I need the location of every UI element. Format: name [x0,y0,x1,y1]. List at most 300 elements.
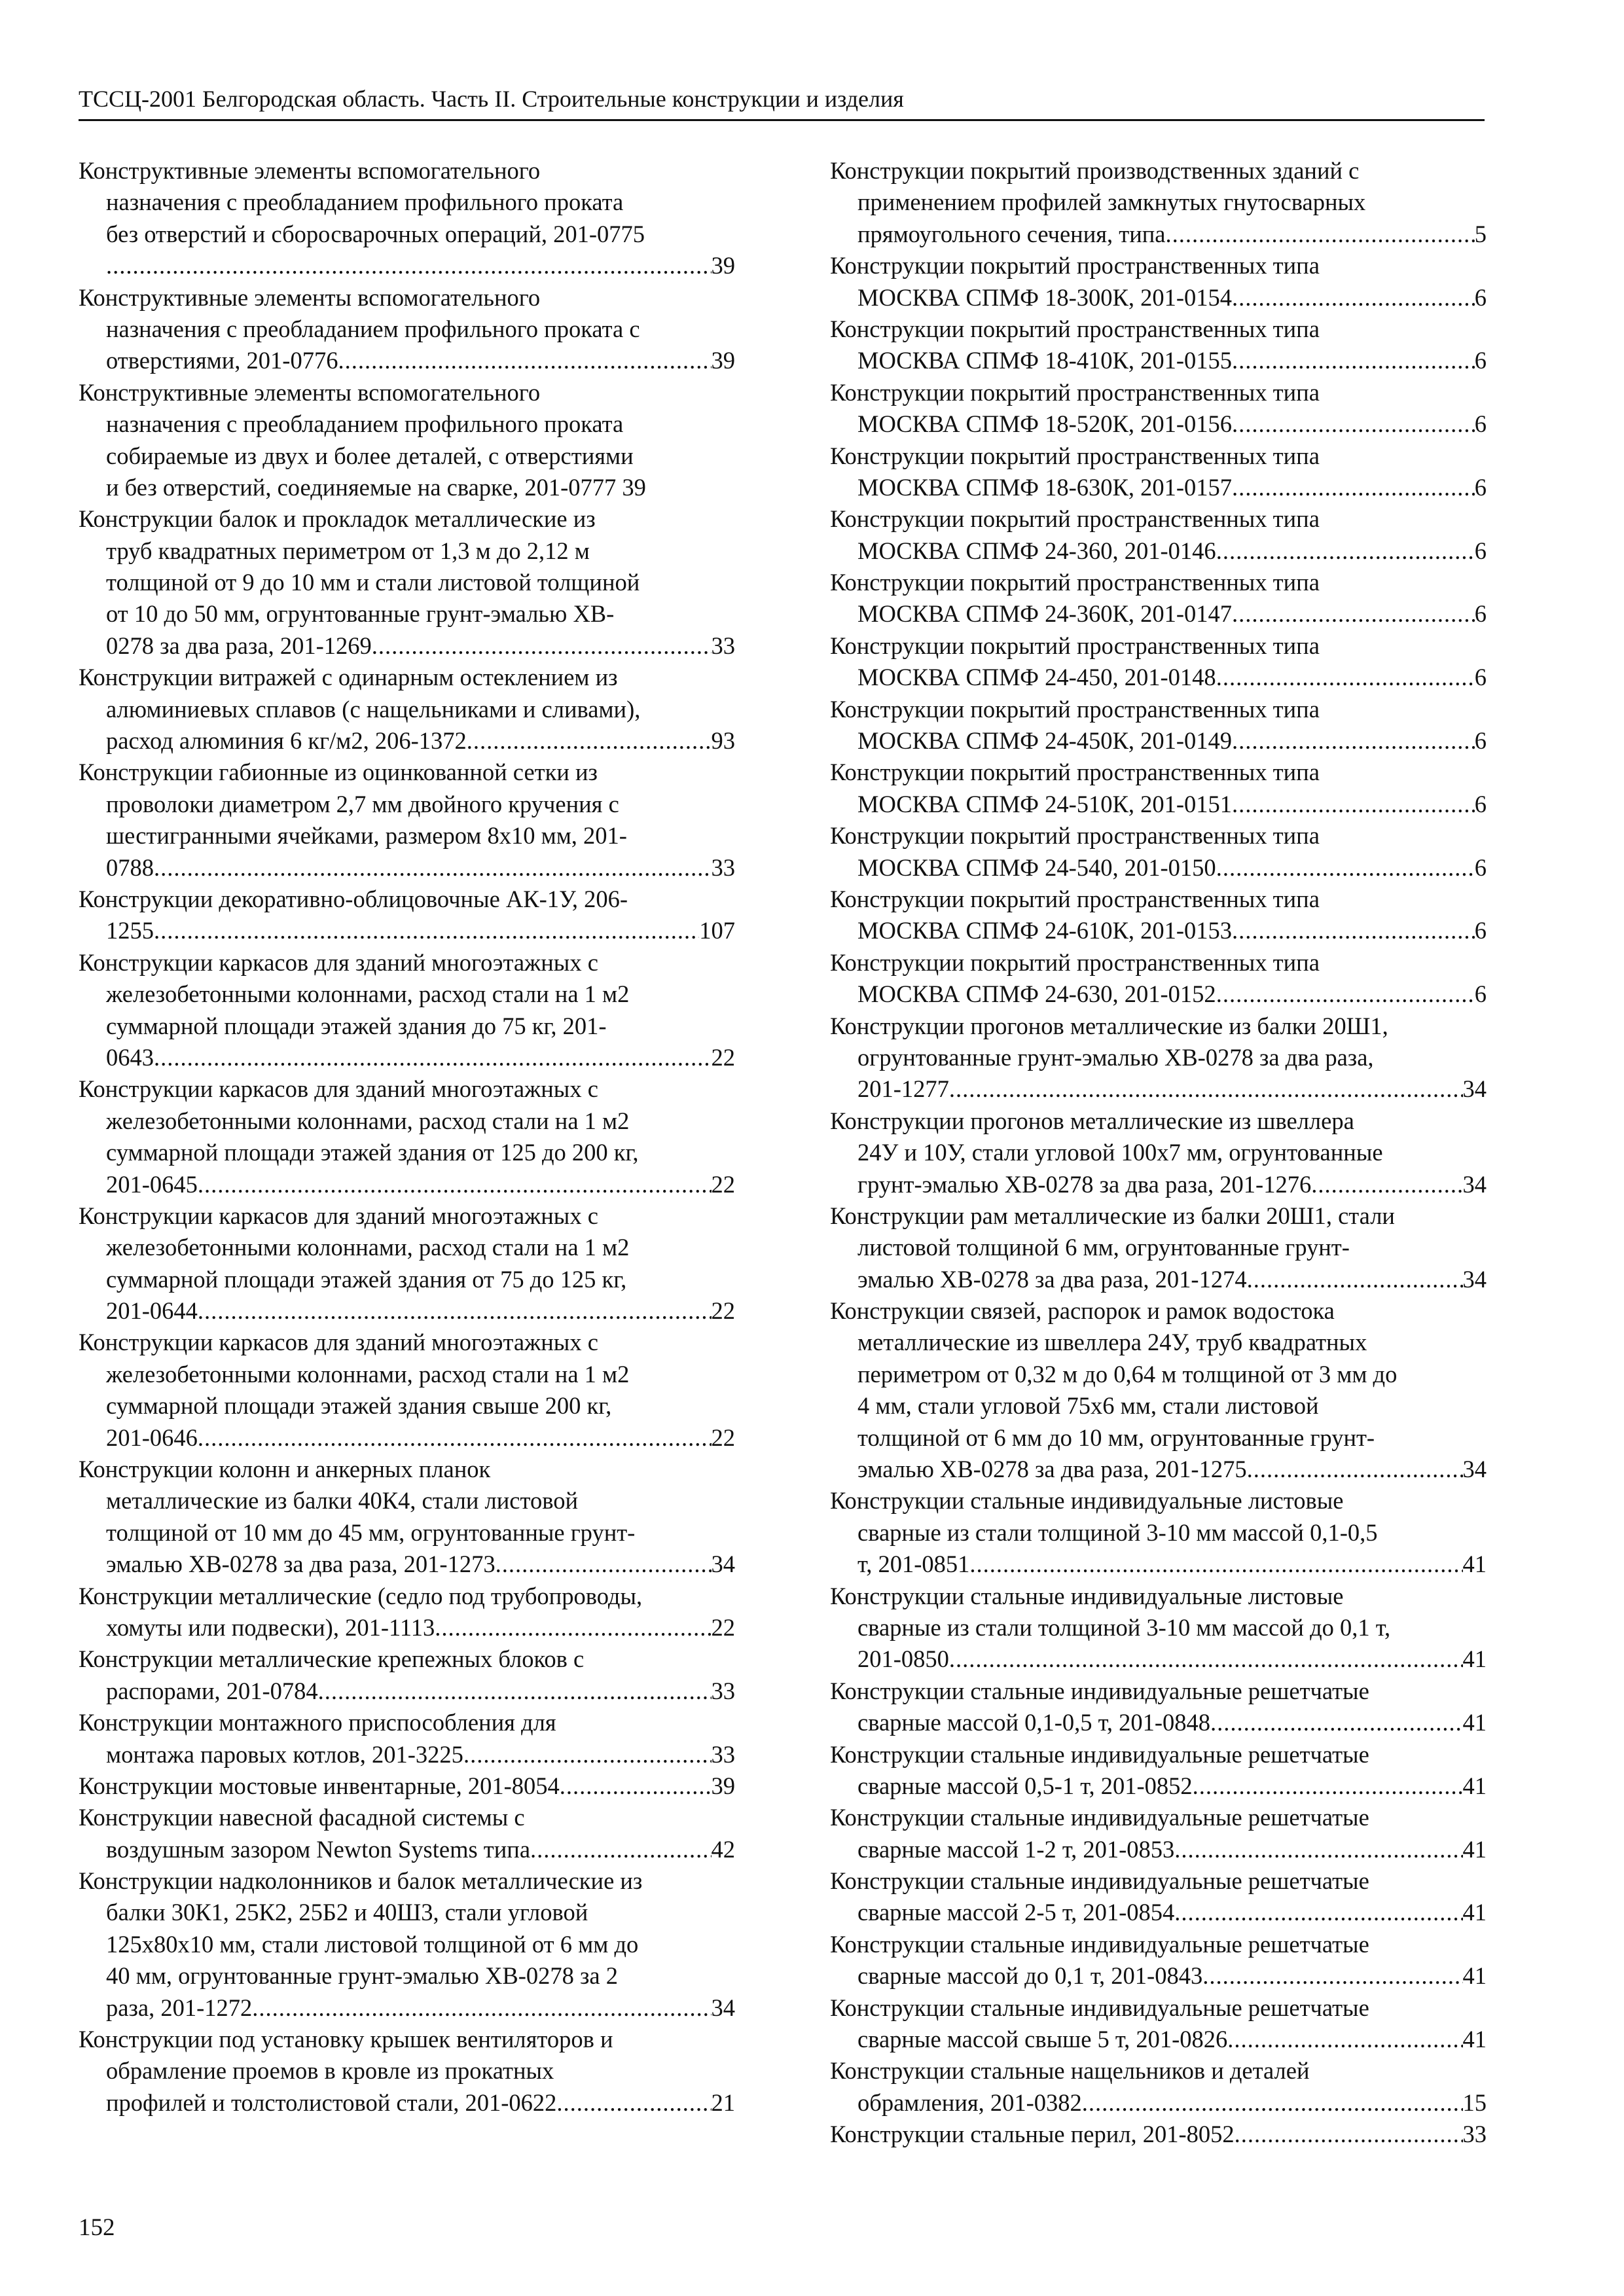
index-entry-text: суммарной площади этажей здания от 75 до 125 кг, [106,1265,627,1293]
dot-leader [1232,472,1475,503]
dot-leader [556,2087,711,2119]
index-entry-text: Конструкции покрытий производственных зданий с [830,157,1360,184]
index-entry [830,567,1487,630]
index-entry-text: Конструкции каркасов для зданий многоэтажных с [79,1329,598,1356]
index-entry-leader-line [79,1042,735,1073]
index-entry-text: Конструкции мостовые инвентарные, 201-8054 [79,1772,560,1799]
index-entry-text: Конструкции покрытий пространственных типа [830,632,1320,659]
index-entry-text: сварные массой 2-5 т, 201-0854 [857,1899,1175,1926]
dot-leader [198,1295,712,1327]
dot-leader [969,1549,1462,1580]
index-entry [830,1992,1487,2056]
index-entry-leader-line [79,1739,735,1770]
index-entry-text: обрамления, 201-0382 [857,2089,1082,2116]
index-entry-leader-line [830,2119,1487,2150]
dot-leader [154,852,712,884]
index-entry-text: Конструкции покрытий пространственных типа [830,822,1320,850]
index-entry [79,503,735,662]
index-entry-text: эмалью ХВ-0278 за два раза, 201-1273 [106,1551,496,1578]
index-entry-text: 1255 [106,917,154,944]
index-entry-page: 34 [1462,1170,1487,1198]
index-entry-leader-line [830,1643,1487,1675]
dot-leader [1216,535,1475,567]
index-entry-page: 6 [1474,283,1487,311]
index-entry [830,884,1487,947]
index-entry-text: периметром от 0,32 м до 0,64 м толщиной от 3 мм до [857,1360,1398,1388]
index-entry-leader-line [830,1073,1487,1105]
index-entry-text: 24У и 10У, стали угловой 100х7 мм, огрунтованные [857,1139,1383,1166]
dot-leader [1232,789,1475,820]
index-entry-text: сварные из стали толщиной 3-10 мм массой 0,1-0,5 [857,1518,1378,1546]
index-entry-text: прямоугольного сечения, типа [857,220,1166,247]
index-entry-leader-line [830,2087,1487,2119]
index-entry [79,377,735,504]
index-column-right [830,155,1487,2151]
index-entry-text: 201-1277 [857,1075,949,1103]
dot-leader [1174,1834,1462,1865]
dot-leader [1232,345,1475,376]
index-entry-text: МОСКВА СПМФ 18-410К, 201-0155 [857,347,1233,374]
index-entry-text: толщиной от 9 до 10 мм и стали листовой толщиной [106,569,640,596]
index-entry-text: МОСКВА СПМФ 24-360К, 201-0147 [857,600,1233,628]
index-entry [830,1105,1487,1200]
index-entry-page: 41 [1462,1772,1487,1799]
index-entry [830,1011,1487,1105]
index-entry-text: Конструкции надколонников и балок металлические из [79,1867,643,1895]
dot-leader [154,1042,712,1073]
index-entry-page: 107 [699,917,735,944]
index-entry-page: 39 [711,1772,735,1799]
index-entry-leader-line [830,472,1487,503]
index-entry-text: эмалью ХВ-0278 за два раза, 201-1275 [857,1456,1247,1483]
index-entry-leader-line [830,1549,1487,1580]
index-entry-page: 6 [1474,727,1487,755]
index-entry-page: 34 [711,1994,735,2021]
dot-leader [463,1739,712,1770]
index-entry-page: 6 [1474,917,1487,944]
index-entry-leader-line [79,1295,735,1327]
index-entry-text: эмалью ХВ-0278 за два раза, 201-1274 [857,1265,1247,1293]
index-entry-leader-line [79,1834,735,1865]
index-entry-text: 201-0646 [106,1424,198,1451]
index-entry-leader-line [830,789,1487,820]
dot-leader [1311,1169,1462,1200]
dot-leader [1216,852,1475,884]
dot-leader [1232,725,1475,757]
index-entry-text: МОСКВА СПМФ 18-300К, 201-0154 [857,283,1233,311]
index-entry-text: МОСКВА СПМФ 18-520К, 201-0156 [857,410,1233,438]
index-entry-text: суммарной площади этажей здания свыше 200 кг, [106,1392,612,1420]
index-entry [830,2119,1487,2150]
index-entry-text: Конструкции колонн и анкерных планок [79,1456,491,1483]
index-entry-leader-line [79,250,735,281]
index-entry [79,1865,735,2024]
index-entry-page: 22 [711,1043,735,1071]
index-entry-leader-line [79,1422,735,1454]
index-entry-page: 6 [1474,347,1487,374]
index-entry-page: 6 [1474,790,1487,817]
index-entry-text: Конструкции металлические крепежных блоков с [79,1645,585,1673]
index-entry-page: 33 [711,1740,735,1768]
index-entry-leader-line [79,725,735,757]
index-entry-text: МОСКВА СПМФ 24-360, 201-0146 [857,537,1216,564]
dot-leader [154,915,699,946]
running-header [79,84,1485,121]
index-entry-page: 39 [711,347,735,374]
index-entry [830,440,1487,504]
index-entry-leader-line [830,978,1487,1010]
dot-leader [1216,662,1475,693]
index-entry-text: Конструкции стальные нащельников и деталей [830,2057,1310,2085]
index-entry-leader-line [79,1676,735,1707]
index-entry [79,884,735,947]
index-entry-page: 6 [1474,410,1487,438]
index-entry-page: 42 [711,1835,735,1863]
index-entry-text: сварные массой 0,5-1 т, 201-0852 [857,1772,1193,1799]
index-entry [79,155,735,282]
index-entry-text: назначения с преобладанием профильного проката [106,188,624,216]
index-entry-text: сварные массой свыше 5 т, 201-0826 [857,2026,1228,2053]
index-entry-leader-line [79,1549,735,1580]
index-entry-text: Конструкции прогонов металлические из швеллера [830,1107,1354,1134]
index-entry-text: Конструкции покрытий пространственных типа [830,948,1320,976]
index-entry-text: без отверстий и сборосварочных операций, 201-0775 [106,220,645,247]
index-entry-leader-line [79,345,735,376]
index-entry-text: Конструкции балок и прокладок металлические из [79,505,596,533]
index-entry [830,155,1487,250]
dot-leader [1202,1960,1462,1992]
index-entry-page: 6 [1474,473,1487,501]
dot-leader [496,1549,712,1580]
index-entry [830,1581,1487,1676]
index-entry-text: раза, 201-1272 [106,1994,253,2021]
index-entry-page: 33 [711,853,735,881]
index-entry-text: распорами, 201-0784 [106,1677,318,1704]
dot-leader [560,1770,712,1802]
index-entry-text: Конструкции стальные индивидуальные решетчатые [830,1740,1369,1768]
index-entry-text: суммарной площади этажей здания до 75 кг, 201- [106,1012,607,1039]
index-entry-leader-line [830,725,1487,757]
index-entry-text: толщиной от 6 мм до 10 мм, огрунтованные грунт- [857,1424,1375,1451]
index-entry-text: МОСКВА СПМФ 18-630К, 201-0157 [857,473,1233,501]
index-entry [79,282,735,377]
index-entry-page: 22 [711,1424,735,1451]
index-entry-page: 6 [1474,537,1487,564]
index-entry-text: Конструкции декоративно-облицовочные АК-1У, 206- [79,885,628,912]
index-entry-text: Конструкции покрытий пространственных типа [830,885,1320,912]
dot-leader [1082,2087,1463,2119]
dot-leader [1232,915,1475,946]
index-entry [79,947,735,1074]
dot-leader [1174,1897,1462,1928]
index-entry-page: 6 [1474,664,1487,691]
index-entry-text: отверстиями, 201-0776 [106,347,338,374]
index-entry [830,503,1487,567]
index-entry-text: 4 мм, стали угловой 75х6 мм, стали листовой [857,1392,1319,1420]
index-entry-text: Конструкции покрытий пространственных типа [830,252,1320,279]
dot-leader [530,1834,711,1865]
index-entry-text: Конструкции стальные перил, 201-8052 [830,2121,1235,2148]
index-entry-page: 6 [1474,853,1487,881]
index-entry-text: железобетонными колоннами, расход стали на 1 м2 [106,980,630,1008]
index-entry [830,630,1487,694]
index-entry-leader-line [830,2024,1487,2055]
index-entry-text: применением профилей замкнутых гнутосварных [857,188,1366,216]
index-entry-leader-line [830,1264,1487,1295]
index-entry-page: 22 [711,1613,735,1641]
index-entry-text: расход алюминия 6 кг/м2, 206-1372 [106,727,467,755]
index-entry-page: 41 [1462,1551,1487,1578]
index-entry-page: 22 [711,1170,735,1198]
index-entry-leader-line [830,852,1487,884]
index-entry-text: сварные массой 0,1-0,5 т, 201-0848 [857,1709,1211,1736]
header-title: ТССЦ-2001 Белгородская область. Часть II. Строительные конструкции и изделия [79,86,904,112]
dot-leader [435,1612,711,1643]
dot-leader [949,1643,1463,1675]
index-entry-text: Конструкции покрытий пространственных типа [830,442,1320,469]
dot-leader [1232,598,1475,630]
index-entry-text: Конструкции покрытий пространственных типа [830,569,1320,596]
index-entry [79,1200,735,1327]
dot-leader [338,345,711,376]
index-entry-text: толщиной от 10 мм до 45 мм, огрунтованные грунт- [106,1518,636,1546]
index-entry-leader-line [79,1992,735,2024]
index-entry [830,820,1487,884]
index-entry-page: 39 [711,252,735,279]
index-entry-leader-line [830,345,1487,376]
index-entry-text: МОСКВА СПМФ 24-540, 201-0150 [857,853,1216,881]
index-entry-text: металлические из балки 40К4, стали листовой [106,1487,578,1515]
index-entry-text: Конструкции стальные индивидуальные листовые [830,1487,1344,1515]
index-entry-text: МОСКВА СПМФ 24-630, 201-0152 [857,980,1216,1008]
index-entry-text: воздушным зазором Newton Systems типа [106,1835,531,1863]
index-entry-page: 34 [711,1551,735,1578]
index-entry-text: Конструкции покрытий пространственных типа [830,378,1320,406]
index-entry-leader-line [79,915,735,946]
index-entry-page: 41 [1462,1645,1487,1673]
index-entry-text: т, 201-0851 [857,1551,970,1578]
index-entry-text: Конструкции габионные из оцинкованной сетки из [79,759,598,786]
index-entry-text: 201-0644 [106,1297,198,1325]
index-entry [830,1739,1487,1803]
index-entry-text: Конструкции каркасов для зданий многоэтажных с [79,948,598,976]
index-entry-text: профилей и толстолистовой стали, 201-0622 [106,2089,557,2116]
index-entry-text: 0788 [106,853,154,881]
index-entry-text: сварные массой до 0,1 т, 201-0843 [857,1962,1203,1990]
index-entry-text: Конструктивные элементы вспомогательного [79,378,541,406]
index-entry-page: 41 [1462,1899,1487,1926]
index-entry-page: 6 [1474,600,1487,628]
index-entry-leader-line [79,852,735,884]
index-entry-text: огрунтованные грунт-эмалью ХВ-0278 за два раза, [857,1043,1374,1071]
index-entry-text: назначения с преобладанием профильного проката с [106,315,640,342]
index-entry-page: 34 [1462,1456,1487,1483]
index-entry-page: 41 [1462,1962,1487,1990]
index-entry-text: 201-0850 [857,1645,949,1673]
index-entry [830,694,1487,757]
index-entry [830,250,1487,314]
index-entry-text: труб квадратных периметром от 1,3 м до 2,12 м [106,537,590,564]
index-entry-text: собираемые из двух и более деталей, с отверстиями [106,442,634,469]
index-entry-text: Конструкции рам металлические из балки 20Ш1, стали [830,1202,1395,1229]
index-entry-leader-line [830,598,1487,630]
index-entry-text: 0643 [106,1043,154,1071]
index-entry-leader-line [830,915,1487,946]
index-entry [79,1802,735,1865]
index-entry-text: Конструктивные элементы вспомогательного [79,157,541,184]
dot-leader [1232,408,1475,440]
index-entry [830,1485,1487,1580]
index-entry-leader-line [830,1169,1487,1200]
index-entry [79,1581,735,1644]
index-entry [79,1073,735,1200]
index-entry-text: Конструкции металлические (седло под трубопроводы, [79,1582,643,1609]
index-entry-text: Конструкции стальные индивидуальные решетчатые [830,1994,1369,2021]
index-entry-leader-line [79,2087,735,2119]
index-entry-page: 33 [1462,2121,1487,2148]
index-entry [830,947,1487,1011]
index-entry-text: Конструкции стальные индивидуальные решетчатые [830,1930,1369,1958]
dot-leader [949,1073,1463,1105]
index-entry-leader-line [830,1707,1487,1738]
index-entry-leader-line [830,1897,1487,1928]
index-entry [830,1802,1487,1865]
index-entry-text: МОСКВА СПМФ 24-450К, 201-0149 [857,727,1233,755]
index-entry [79,1454,735,1581]
index-entry [79,662,735,757]
index-entry-text: Конструкции каркасов для зданий многоэтажных с [79,1202,598,1229]
index-entry [79,1643,735,1707]
dot-leader [1210,1707,1462,1738]
index-entry-leader-line [830,1770,1487,1802]
dot-leader [106,250,712,281]
index-entry-text: сварные массой 1-2 т, 201-0853 [857,1835,1175,1863]
index-entry [830,1929,1487,1992]
dot-leader [372,630,712,662]
index-entry-text: Конструкции монтажного приспособления для [79,1709,556,1736]
dot-leader [1247,1264,1463,1295]
index-entry [79,1327,735,1454]
index-entry-page: 33 [711,632,735,659]
index-entry-text: Конструкции покрытий пространственных типа [830,759,1320,786]
index-entry-text: МОСКВА СПМФ 24-610К, 201-0153 [857,917,1233,944]
index-entry-text: суммарной площади этажей здания от 125 до 200 кг, [106,1139,639,1166]
index-entry [830,314,1487,377]
index-column-left [79,155,735,2119]
index-entry-page: 21 [711,2089,735,2116]
index-entry-text: 40 мм, огрунтованные грунт-эмалью ХВ-0278 за 2 [106,1962,619,1990]
index-entry-leader-line [830,1960,1487,1992]
dot-leader [467,725,712,757]
index-entry-text: и без отверстий, соединяемые на сварке, 201-0777 39 [106,473,646,501]
index-entry-text: Конструкции стальные индивидуальные решетчатые [830,1677,1369,1704]
index-entry-text: 0278 за два раза, 201-1269 [106,632,372,659]
index-entry-text: алюминиевых сплавов (с нащельниками и сливами), [106,695,641,723]
index-entry-text: Конструкции покрытий пространственных типа [830,315,1320,342]
index-entry [79,2024,735,2119]
index-entry-text: шестигранными ячейками, размером 8х10 мм, 201- [106,822,627,850]
index-entry-page: 41 [1462,2026,1487,2053]
dot-leader [198,1169,712,1200]
dot-leader [252,1992,711,2024]
index-entry-page: 93 [711,727,735,755]
index-entry [830,1295,1487,1485]
index-entry-text: металлические из швеллера 24У, труб квадратных [857,1329,1367,1356]
index-entry-text: Конструкции покрытий пространственных типа [830,505,1320,533]
index-entry-page: 22 [711,1297,735,1325]
index-entry [830,1676,1487,1739]
dot-leader [1166,219,1475,250]
index-entry-page: 34 [1462,1265,1487,1293]
index-entry-text: Конструкции стальные индивидуальные листовые [830,1582,1344,1609]
dot-leader [318,1676,712,1707]
index-entry-text: назначения с преобладанием профильного проката [106,410,624,438]
index-entry-page: 5 [1474,220,1487,247]
index-entry-leader-line [830,1454,1487,1485]
dot-leader [1216,978,1475,1010]
index-entry-text: листовой толщиной 6 мм, огрунтованные грунт- [857,1234,1350,1261]
index-entry-page: 15 [1462,2089,1487,2116]
index-entry-text: 201-0645 [106,1170,198,1198]
index-entry-leader-line [830,282,1487,314]
index-entry-text: Конструкции стальные индивидуальные решетчатые [830,1867,1369,1895]
index-entry-page: 41 [1462,1709,1487,1736]
index-entry-page: 6 [1474,980,1487,1008]
index-entry-text: Конструкции стальные индивидуальные решетчатые [830,1804,1369,1831]
index-entry-leader-line [830,662,1487,693]
dot-leader [1227,2024,1462,2055]
page-number: 152 [79,2214,115,2241]
index-entry-text: Конструкции навесной фасадной системы с [79,1804,525,1831]
index-entry-text: 125х80х10 мм, стали листовой толщиной от 6 мм до [106,1930,639,1958]
dot-leader [198,1422,712,1454]
index-entry [830,2055,1487,2119]
index-entry-leader-line [79,1169,735,1200]
index-entry-leader-line [79,1770,735,1802]
index-entry-text: грунт-эмалью ХВ-0278 за два раза, 201-1276 [857,1170,1312,1198]
index-entry-page: 33 [711,1677,735,1704]
dot-leader [1235,2119,1463,2150]
index-entry-leader-line [79,630,735,662]
index-entry-text: железобетонными колоннами, расход стали на 1 м2 [106,1107,630,1134]
dot-leader [1193,1770,1463,1802]
index-entry-text: Конструкции прогонов металлические из балки 20Ш1, [830,1012,1388,1039]
index-entry-text: Конструкции под установку крышек вентиляторов и [79,2026,613,2053]
index-entry-page: 34 [1462,1075,1487,1103]
index-entry [830,1200,1487,1295]
index-entry-text: монтажа паровых котлов, 201-3225 [106,1740,463,1768]
index-entry-text: железобетонными колоннами, расход стали на 1 м2 [106,1360,630,1388]
index-entry-text: хомуты или подвески), 201-1113 [106,1613,435,1641]
index-entry-leader-line [79,1612,735,1643]
index-entry-text: проволоки диаметром 2,7 мм двойного кручения с [106,790,619,817]
index-entry-leader-line [830,219,1487,250]
dot-leader [1247,1454,1463,1485]
index-entry [830,1865,1487,1929]
index-entry-text: МОСКВА СПМФ 24-510К, 201-0151 [857,790,1233,817]
index-entry-text: МОСКВА СПМФ 24-450, 201-0148 [857,664,1216,691]
index-entry-text: Конструкции каркасов для зданий многоэтажных с [79,1075,598,1103]
index-entry-text: Конструкции покрытий пространственных типа [830,695,1320,723]
index-entry-text: обрамление проемов в кровле из прокатных [106,2057,554,2085]
index-entry [79,757,735,884]
index-entry-leader-line [830,1834,1487,1865]
index-entry-text: Конструктивные элементы вспомогательного [79,283,541,311]
index-entry [830,757,1487,820]
index-entry [830,377,1487,440]
index-entry [79,1707,735,1770]
index-entry-text: Конструкции связей, распорок и рамок водостока [830,1297,1335,1325]
